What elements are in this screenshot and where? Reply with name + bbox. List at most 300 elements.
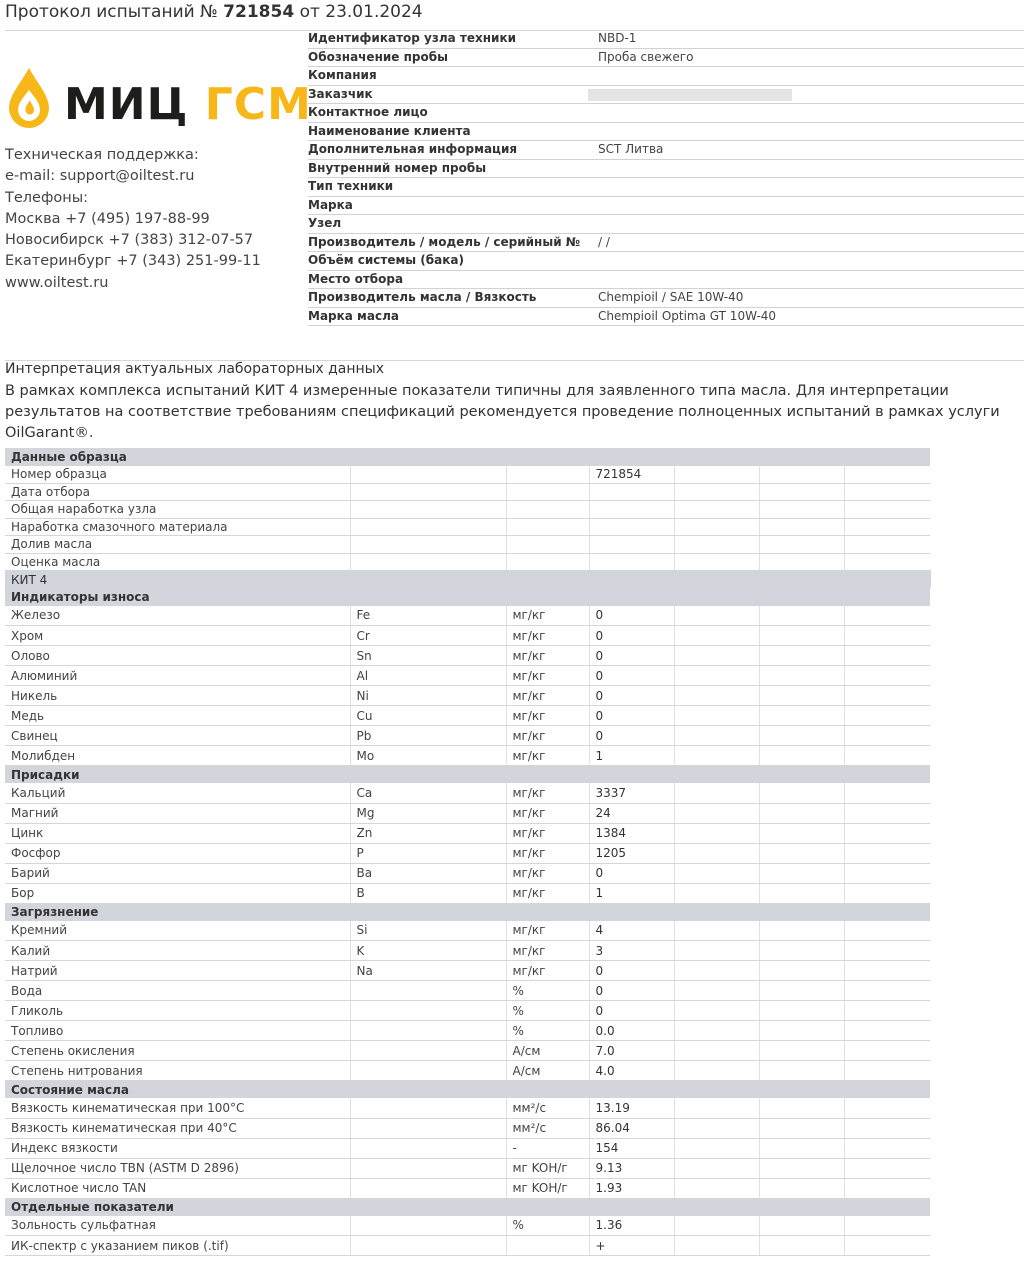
empty-cell [759, 606, 844, 626]
empty-cell [759, 1158, 844, 1178]
table-row [5, 1001, 930, 1021]
element-symbol [350, 1041, 506, 1061]
empty-cell [674, 803, 759, 823]
info-row [308, 160, 1024, 179]
empty-cell [759, 981, 844, 1001]
section-header-row [5, 448, 930, 466]
table-row [5, 686, 930, 706]
element-symbol [350, 1216, 506, 1236]
table-row [5, 1061, 930, 1081]
empty-cell [759, 1021, 844, 1041]
unit: мг/кг [506, 883, 589, 903]
title-prefix: Протокол испытаний № [5, 2, 218, 22]
unit [506, 518, 589, 536]
info-label: Место отбора [308, 271, 404, 286]
empty-cell [759, 686, 844, 706]
info-row [308, 197, 1024, 216]
contacts-email[interactable]: e-mail: support@oiltest.ru [5, 168, 195, 185]
element-symbol: Na [350, 961, 506, 981]
info-label: Идентификатор узла техники [308, 31, 516, 45]
table-row [5, 1216, 930, 1236]
element-symbol: Mo [350, 746, 506, 766]
empty-cell [844, 803, 930, 823]
parameter-name: Щелочное число TBN (ASTM D 2896) [5, 1158, 350, 1178]
empty-cell [844, 843, 930, 863]
result-value: 86.04 [589, 1118, 674, 1138]
result-value: 1.36 [589, 1216, 674, 1236]
parameter-name: Железо [5, 606, 350, 626]
table-row [5, 1236, 930, 1256]
contacts-phone-moscow: Москва +7 (495) 197-88-99 [5, 210, 210, 227]
logo-text-dark: МИЦ [64, 79, 189, 130]
results-table [5, 448, 931, 1256]
info-label: Марка [308, 197, 353, 212]
unit [506, 1236, 589, 1256]
unit: мг/кг [506, 726, 589, 746]
parameter-name: Наработка смазочного материала [5, 518, 350, 536]
empty-cell [759, 1216, 844, 1236]
empty-cell [674, 686, 759, 706]
empty-cell [759, 883, 844, 903]
empty-cell [674, 921, 759, 941]
info-row [308, 141, 1024, 160]
element-symbol [350, 1098, 506, 1118]
result-value: 1205 [589, 843, 674, 863]
contacts-phones-label: Телефоны: [5, 189, 89, 206]
parameter-name: Общая наработка узла [5, 501, 350, 519]
contacts-support-label: Техническая поддержка: [5, 147, 199, 163]
element-symbol: Al [350, 666, 506, 686]
parameter-name: Гликоль [5, 1001, 350, 1021]
parameter-name: Бор [5, 883, 350, 903]
parameter-name: Олово [5, 646, 350, 666]
info-label: Внутренний номер пробы [308, 160, 487, 175]
empty-cell [759, 1236, 844, 1256]
table-row [5, 1041, 930, 1061]
parameter-name: Оценка масла [5, 553, 350, 571]
empty-cell [759, 1098, 844, 1118]
result-value: 154 [589, 1138, 674, 1158]
info-row [308, 289, 1024, 308]
empty-cell [759, 726, 844, 746]
parameter-name: Цинк [5, 823, 350, 843]
unit: % [506, 1021, 589, 1041]
empty-cell [674, 466, 759, 484]
empty-cell [844, 1041, 930, 1061]
empty-cell [844, 783, 930, 803]
empty-cell [759, 1178, 844, 1198]
result-value [589, 483, 674, 501]
result-value [589, 501, 674, 519]
result-value: 0 [589, 726, 674, 746]
empty-cell [759, 843, 844, 863]
empty-cell [674, 1158, 759, 1178]
empty-cell [844, 706, 930, 726]
table-row [5, 1021, 930, 1041]
unit: - [506, 1138, 589, 1158]
empty-cell [674, 961, 759, 981]
element-symbol [350, 1118, 506, 1138]
empty-cell [674, 501, 759, 519]
unit: мг/кг [506, 646, 589, 666]
result-value: 4 [589, 921, 674, 941]
info-label: Производитель масла / Вязкость [308, 290, 537, 304]
empty-cell [844, 1098, 930, 1118]
result-value: 1 [589, 883, 674, 903]
empty-cell [844, 666, 930, 686]
empty-cell [674, 981, 759, 1001]
drop-icon [6, 66, 52, 130]
table-row [5, 483, 930, 501]
result-value: + [589, 1236, 674, 1256]
contacts-block [5, 145, 261, 294]
section-header-row [5, 766, 930, 784]
unit: мг/кг [506, 606, 589, 626]
result-value: 0.0 [589, 1021, 674, 1041]
unit: мг/кг [506, 666, 589, 686]
empty-cell [674, 646, 759, 666]
section-header-row [5, 1198, 930, 1216]
table-row [5, 823, 930, 843]
section-title: Загрязнение [5, 903, 930, 921]
parameter-name: Свинец [5, 726, 350, 746]
unit: мг/кг [506, 863, 589, 883]
table-row [5, 626, 930, 646]
result-value: 0 [589, 863, 674, 883]
unit: мг/кг [506, 941, 589, 961]
info-label: Контактное лицо [308, 105, 428, 119]
result-value: 3337 [589, 783, 674, 803]
parameter-name: Молибден [5, 746, 350, 766]
empty-cell [674, 1118, 759, 1138]
result-value: 4.0 [589, 1061, 674, 1081]
element-symbol: Pb [350, 726, 506, 746]
empty-cell [674, 666, 759, 686]
empty-cell [674, 1001, 759, 1021]
info-row [308, 67, 1024, 86]
table-row [5, 981, 930, 1001]
empty-cell [844, 553, 930, 571]
unit: мг/кг [506, 783, 589, 803]
element-symbol: Ca [350, 783, 506, 803]
parameter-name: Номер образца [5, 466, 350, 484]
empty-cell [674, 1178, 759, 1198]
contacts-phone-ekaterinburg: Екатеринбург +7 (343) 251-99-11 [5, 253, 261, 270]
empty-cell [674, 1236, 759, 1256]
parameter-name: Индекс вязкости [5, 1138, 350, 1158]
empty-cell [674, 706, 759, 726]
table-row [5, 1158, 930, 1178]
empty-cell [674, 863, 759, 883]
empty-cell [674, 941, 759, 961]
info-value: NBD-1 [598, 31, 637, 45]
info-value: Проба свежего [598, 49, 694, 64]
empty-cell [674, 553, 759, 571]
unit: мг/кг [506, 961, 589, 981]
empty-cell [759, 783, 844, 803]
parameter-name: Никель [5, 686, 350, 706]
table-row [5, 783, 930, 803]
table-row [5, 646, 930, 666]
empty-cell [844, 921, 930, 941]
result-value: 0 [589, 961, 674, 981]
parameter-name: Фосфор [5, 843, 350, 863]
empty-cell [759, 553, 844, 571]
element-symbol: Cu [350, 706, 506, 726]
table-row [5, 863, 930, 883]
table-row [5, 553, 930, 571]
element-symbol [350, 1236, 506, 1256]
element-symbol: Ni [350, 686, 506, 706]
empty-cell [844, 686, 930, 706]
info-row [308, 30, 1024, 49]
info-row [308, 215, 1024, 234]
info-label: Марка масла [308, 308, 399, 323]
empty-cell [759, 536, 844, 554]
empty-cell [844, 626, 930, 646]
unit: мм²/с [506, 1118, 589, 1138]
unit: мг/кг [506, 746, 589, 766]
empty-cell [844, 961, 930, 981]
element-symbol [350, 981, 506, 1001]
element-symbol [350, 1178, 506, 1198]
element-symbol [350, 1138, 506, 1158]
info-label: Заказчик [308, 86, 373, 101]
section-header-row [5, 903, 930, 921]
empty-cell [844, 1118, 930, 1138]
result-value: 7.0 [589, 1041, 674, 1061]
parameter-name: Топливо [5, 1021, 350, 1041]
element-symbol [350, 501, 506, 519]
table-row [5, 843, 930, 863]
empty-cell [844, 1216, 930, 1236]
element-symbol: Si [350, 921, 506, 941]
table-row [5, 1138, 930, 1158]
info-label: Компания [308, 68, 377, 82]
empty-cell [844, 536, 930, 554]
info-row [308, 123, 1024, 142]
empty-cell [759, 863, 844, 883]
info-row [308, 104, 1024, 123]
info-label: Обозначение пробы [308, 49, 448, 64]
empty-cell [844, 746, 930, 766]
info-row [308, 49, 1024, 68]
element-symbol: Mg [350, 803, 506, 823]
empty-cell [674, 1021, 759, 1041]
empty-cell [844, 941, 930, 961]
section-title: КИТ 4 [5, 571, 930, 589]
table-row [5, 803, 930, 823]
section-title: Данные образца [5, 448, 930, 466]
parameter-name: Вязкость кинематическая при 100°C [5, 1098, 350, 1118]
empty-cell [844, 1021, 930, 1041]
empty-cell [844, 883, 930, 903]
result-value [589, 536, 674, 554]
empty-cell [674, 746, 759, 766]
empty-cell [674, 518, 759, 536]
section-title: Присадки [5, 766, 930, 784]
unit: % [506, 1001, 589, 1021]
empty-cell [674, 626, 759, 646]
empty-cell [674, 536, 759, 554]
parameter-name: Вязкость кинематическая при 40°C [5, 1118, 350, 1138]
empty-cell [674, 1138, 759, 1158]
empty-cell [844, 726, 930, 746]
result-value: 9.13 [589, 1158, 674, 1178]
page-title [5, 2, 423, 22]
result-value: 3 [589, 941, 674, 961]
empty-cell [759, 483, 844, 501]
parameter-name: Степень нитрования [5, 1061, 350, 1081]
empty-cell [759, 501, 844, 519]
subsection-row [5, 571, 930, 589]
element-symbol [350, 518, 506, 536]
info-label: Объём системы (бака) [308, 253, 464, 267]
contacts-phone-novosibirsk: Новосибирск +7 (383) 312-07-57 [5, 232, 254, 249]
info-label: Наименование клиента [308, 123, 471, 138]
section-title: Индикаторы износа [5, 588, 930, 606]
parameter-name: Долив масла [5, 536, 350, 554]
element-symbol: Zn [350, 823, 506, 843]
parameter-name: Калий [5, 941, 350, 961]
empty-cell [844, 863, 930, 883]
element-symbol: B [350, 883, 506, 903]
result-value: 1.93 [589, 1178, 674, 1198]
unit: мг KOH/г [506, 1158, 589, 1178]
table-row [5, 501, 930, 519]
element-symbol: Ba [350, 863, 506, 883]
element-symbol [350, 1061, 506, 1081]
empty-cell [759, 1138, 844, 1158]
empty-cell [844, 1158, 930, 1178]
unit: % [506, 981, 589, 1001]
parameter-name: Медь [5, 706, 350, 726]
empty-cell [674, 843, 759, 863]
info-row [308, 234, 1024, 253]
element-symbol [350, 536, 506, 554]
unit: A/см [506, 1061, 589, 1081]
unit: мг/кг [506, 803, 589, 823]
redacted-value [588, 89, 792, 101]
unit [506, 501, 589, 519]
info-label: Дополнительная информация [308, 142, 518, 156]
result-value: 0 [589, 706, 674, 726]
empty-cell [674, 1061, 759, 1081]
unit: мг/кг [506, 843, 589, 863]
result-value: 0 [589, 666, 674, 686]
table-row [5, 706, 930, 726]
empty-cell [759, 646, 844, 666]
table-row [5, 1118, 930, 1138]
parameter-name: Алюминий [5, 666, 350, 686]
parameter-name: Зольность сульфатная [5, 1216, 350, 1236]
interpretation-title: Интерпретация актуальных лабораторных данных [5, 361, 385, 377]
unit: мг/кг [506, 823, 589, 843]
table-row [5, 961, 930, 981]
section-header-row [5, 588, 930, 606]
unit [506, 483, 589, 501]
empty-cell [759, 746, 844, 766]
result-value: 0 [589, 626, 674, 646]
empty-cell [674, 823, 759, 843]
element-symbol: Fe [350, 606, 506, 626]
result-value: 0 [589, 686, 674, 706]
parameter-name: Магний [5, 803, 350, 823]
empty-cell [844, 981, 930, 1001]
info-row [308, 252, 1024, 271]
empty-cell [674, 606, 759, 626]
info-row [308, 308, 1024, 327]
logo-text-accent: ГСМ [204, 79, 312, 130]
table-row [5, 726, 930, 746]
empty-cell [674, 726, 759, 746]
unit [506, 536, 589, 554]
empty-cell [759, 1001, 844, 1021]
empty-cell [844, 483, 930, 501]
empty-cell [844, 518, 930, 536]
parameter-name: Хром [5, 626, 350, 646]
table-row [5, 941, 930, 961]
table-row [5, 746, 930, 766]
unit: мг/кг [506, 686, 589, 706]
parameter-name: Кальций [5, 783, 350, 803]
table-row [5, 1178, 930, 1198]
info-value: / / [598, 234, 610, 249]
table-row [5, 666, 930, 686]
element-symbol: Cr [350, 626, 506, 646]
result-value: 0 [589, 606, 674, 626]
result-value: 1384 [589, 823, 674, 843]
empty-cell [759, 1118, 844, 1138]
empty-cell [844, 1178, 930, 1198]
parameter-name: Вода [5, 981, 350, 1001]
unit [506, 553, 589, 571]
table-row [5, 1098, 930, 1118]
empty-cell [844, 466, 930, 484]
result-value: 13.19 [589, 1098, 674, 1118]
info-row [308, 178, 1024, 197]
parameter-name: ИК-спектр с указанием пиков (.tif) [5, 1236, 350, 1256]
empty-cell [844, 1138, 930, 1158]
table-row [5, 536, 930, 554]
empty-cell [759, 666, 844, 686]
info-value: Chempioil / SAE 10W-40 [598, 290, 744, 304]
empty-cell [759, 803, 844, 823]
result-value: 1 [589, 746, 674, 766]
result-value: 24 [589, 803, 674, 823]
element-symbol: P [350, 843, 506, 863]
element-symbol [350, 1021, 506, 1041]
element-symbol [350, 1158, 506, 1178]
unit: мг/кг [506, 626, 589, 646]
unit: A/см [506, 1041, 589, 1061]
unit: мг KOH/г [506, 1178, 589, 1198]
empty-cell [674, 783, 759, 803]
info-label: Узел [308, 216, 342, 230]
empty-cell [759, 466, 844, 484]
empty-cell [759, 961, 844, 981]
unit [506, 466, 589, 484]
empty-cell [844, 1236, 930, 1256]
empty-cell [759, 626, 844, 646]
empty-cell [844, 501, 930, 519]
empty-cell [674, 883, 759, 903]
sample-info-table [308, 30, 1024, 326]
unit: мг/кг [506, 921, 589, 941]
empty-cell [759, 1061, 844, 1081]
info-label: Тип техники [308, 179, 394, 193]
contacts-website[interactable]: www.oiltest.ru [5, 274, 109, 291]
